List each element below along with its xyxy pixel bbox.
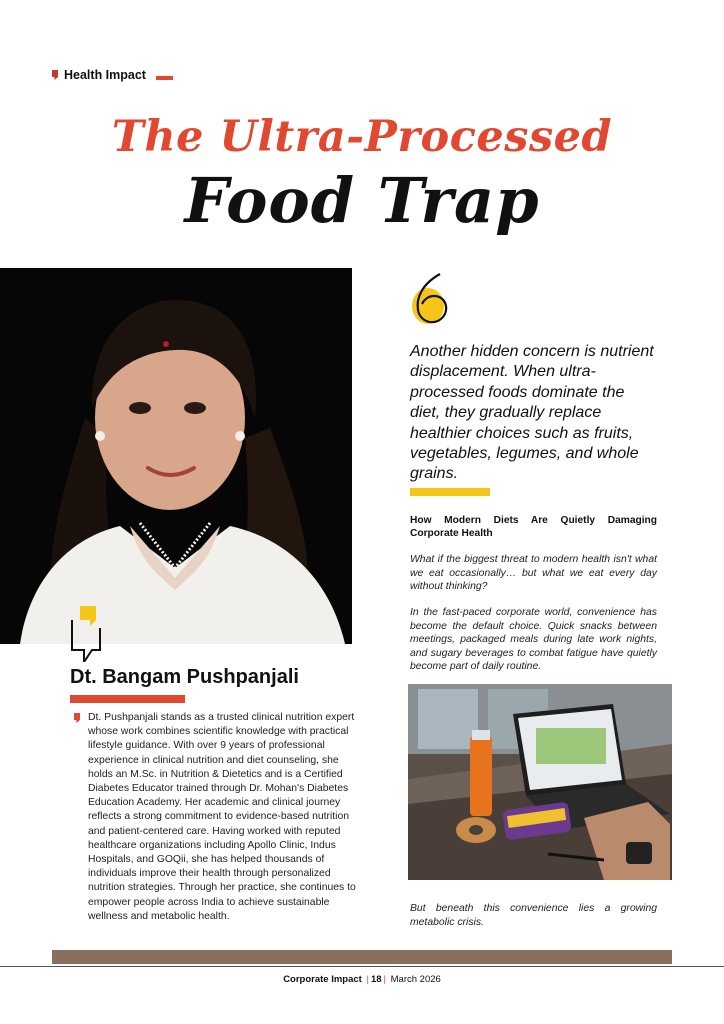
desk-photo — [408, 684, 672, 880]
section-tag — [52, 68, 173, 82]
author-speech-icon — [70, 606, 104, 662]
quote-mark-icon — [408, 270, 456, 328]
footer-separator: | — [366, 974, 369, 985]
article-paragraph-3: But beneath this convenience lies a growing metabolic crisis. — [410, 903, 657, 928]
article-paragraph-2: In the fast-paced corporate world, convenience has become the default choice. Quick snacks between meetings, packaged meals during late work nights, and sugary beverages to combat fatigue have quietly become part of daily routine. — [410, 607, 657, 672]
article-paragraph-1: What if the biggest threat to modern health isn't what we eat occasionally… but what we eat every day without thinking? — [410, 554, 657, 592]
subheading-line-1: How Modern Diets Are Quietly Damaging — [410, 515, 657, 526]
pull-quote: Another hidden concern is nutrient displacement. When ultra-processed foods dominate the diet, they gradually replace healthier choices such as fruits, vegetables, legumes, and whole grains. — [410, 343, 654, 483]
footer-page-number: 18 — [370, 974, 382, 985]
page-footer — [0, 974, 724, 985]
subheading-line-2: Corporate Health — [410, 528, 493, 539]
footer-publication: Corporate Impact — [283, 974, 362, 985]
author-photo — [0, 268, 352, 644]
article-subheading — [410, 514, 657, 540]
footer-bar — [52, 950, 672, 964]
bookmark-icon — [52, 70, 58, 80]
quote-divider — [410, 488, 490, 496]
title-line-2: Food Trap — [184, 164, 540, 237]
bio-bookmark-icon — [74, 713, 80, 723]
section-dash — [156, 76, 173, 80]
author-bio: Dt. Pushpanjali stands as a trusted clinical nutrition expert whose work combines scientific knowledge with practical lifestyle guidance. With over 9 years of professional experience in clinical nutrition and diet counseling, she holds an M.Sc. in Nutrition & Dietetics and is a Certified Diabetes Educator trained through Dr. Mohan's Diabetes Education Academy. Her academic and clinical journey reflects a strong commitment to evidence-based nutrition and patient-centered care. Having worked with reputed healthcare organizations including Apollo Clinic, Indus Hospitals, and GOQii, she has helped thousands of individuals improve their health through personalized nutrition strategies. Through her practice, she continues to empower people across India to achieve sustainable wellness and metabolic health. — [88, 712, 356, 922]
title-line-1: The Ultra-Processed — [111, 112, 613, 162]
footer-separator: | — [383, 974, 386, 985]
section-label: Health Impact — [64, 68, 146, 82]
footer-rule — [0, 966, 724, 967]
author-name: Dt. Bangam Pushpanjali — [70, 666, 299, 688]
footer-issue: March 2026 — [390, 974, 441, 985]
author-underline — [70, 695, 185, 703]
